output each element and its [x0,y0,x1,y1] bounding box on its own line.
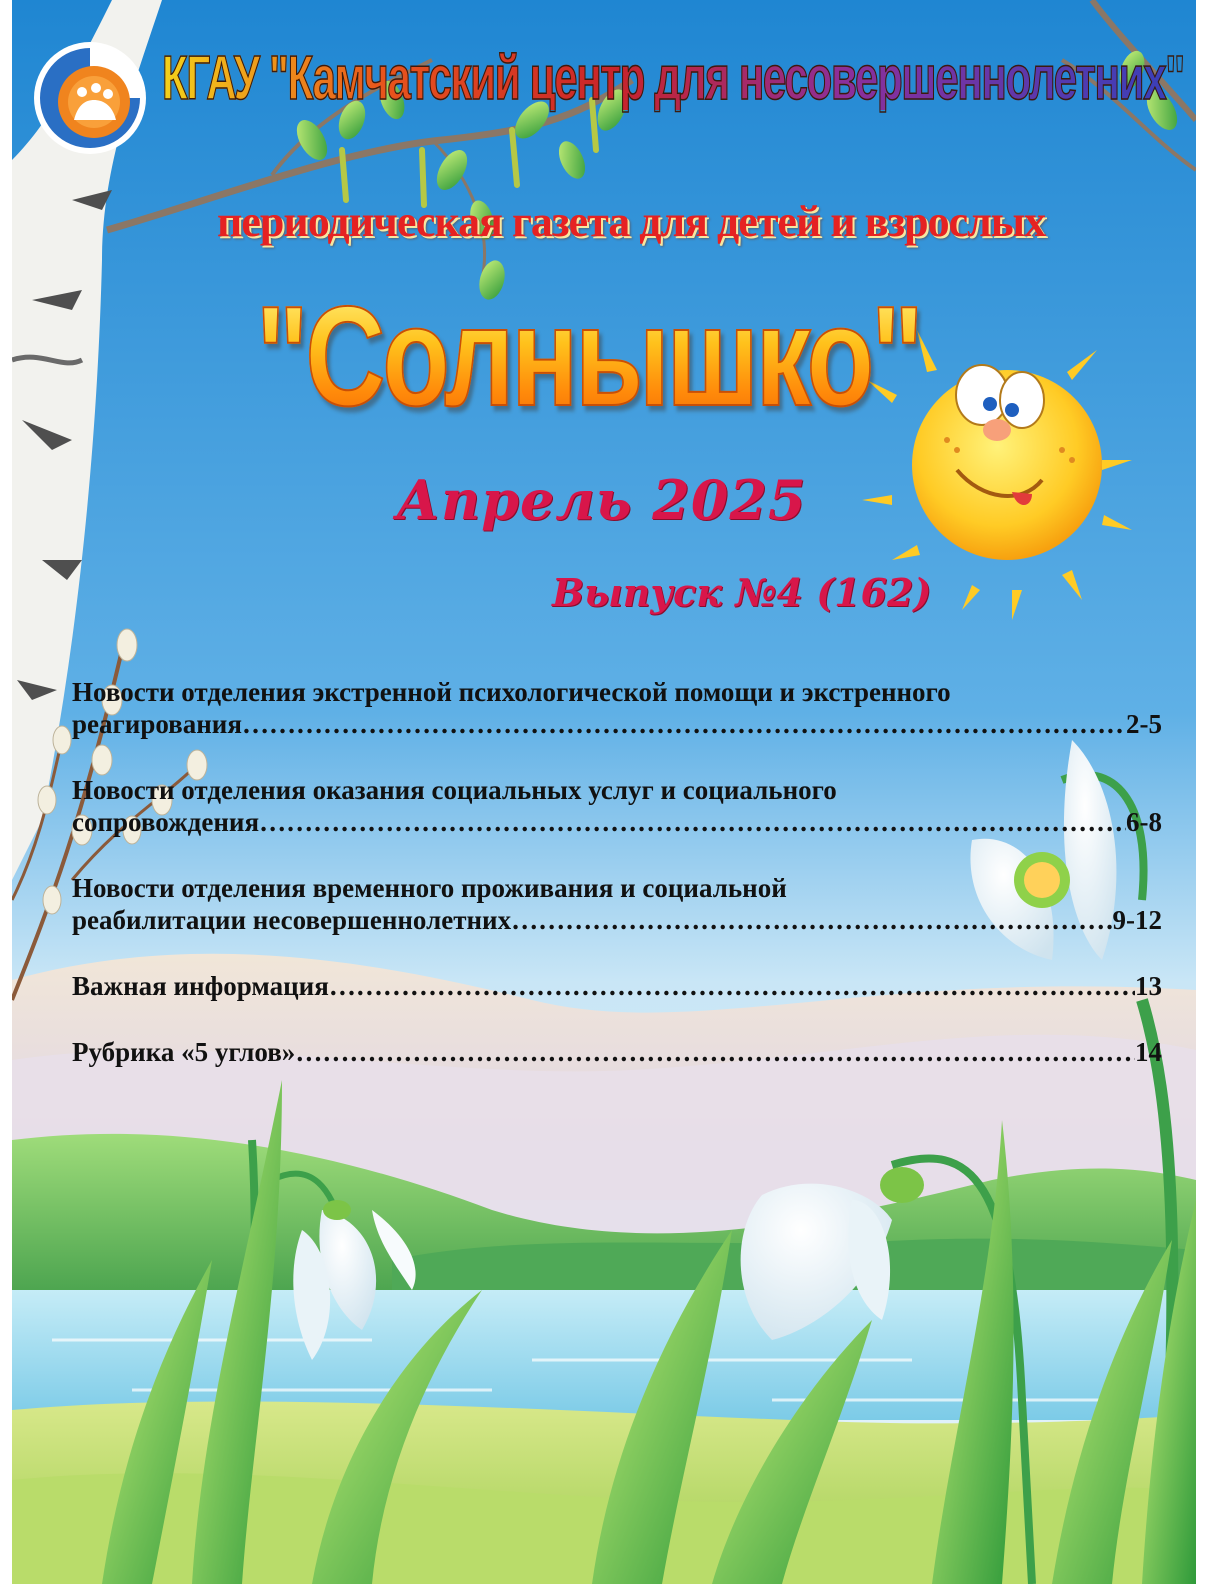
toc-entry [72,872,1162,936]
toc-entry-title-cont: реагирования [72,709,242,739]
toc-page-range: 2-5 [1126,709,1162,739]
toc-dot-leader [329,970,1135,1002]
toc-page-range: 14 [1135,1037,1162,1067]
toc-entry-title-cont: реабилитации несовершеннолетних [72,905,512,935]
toc-dot-leader [295,1036,1135,1068]
toc-entry-title-line: Новости отделения оказания социальных услуг и социального [72,775,837,805]
toc-page-range: 9-12 [1112,905,1162,935]
newspaper-subtitle: периодическая газета для детей и взрослых [217,197,1046,246]
toc-entry [72,774,1162,838]
toc-dot-leader [242,708,1126,740]
toc-entry [72,970,1162,1002]
toc-entry [72,676,1162,740]
issue-number: Выпуск №4 (162) [552,570,932,615]
newspaper-cover [12,0,1196,1584]
toc-entry-title: Рубрика «5 углов» [72,1037,296,1067]
toc-page-range: 13 [1135,971,1162,1001]
toc-entry-title: Важная информация [72,971,329,1001]
table-of-contents [72,676,1162,1102]
issue-month: Апрель 2025 [396,468,807,532]
organization-title: КГАУ "Камчатский центр для несовершеннолетних" [162,44,1184,113]
toc-entry [72,1036,1162,1068]
toc-page-range: 6-8 [1126,807,1162,837]
org-logo-icon [34,42,146,154]
toc-entry-title-line: Новости отделения экстренной психологической помощи и экстренного [72,677,951,707]
toc-dot-leader [511,904,1112,936]
newspaper-name: "Солнышко" [256,277,921,436]
toc-entry-title-line: Новости отделения временного проживания и социальной [72,873,787,903]
toc-entry-title-cont: сопровождения [72,807,260,837]
toc-dot-leader [259,806,1126,838]
